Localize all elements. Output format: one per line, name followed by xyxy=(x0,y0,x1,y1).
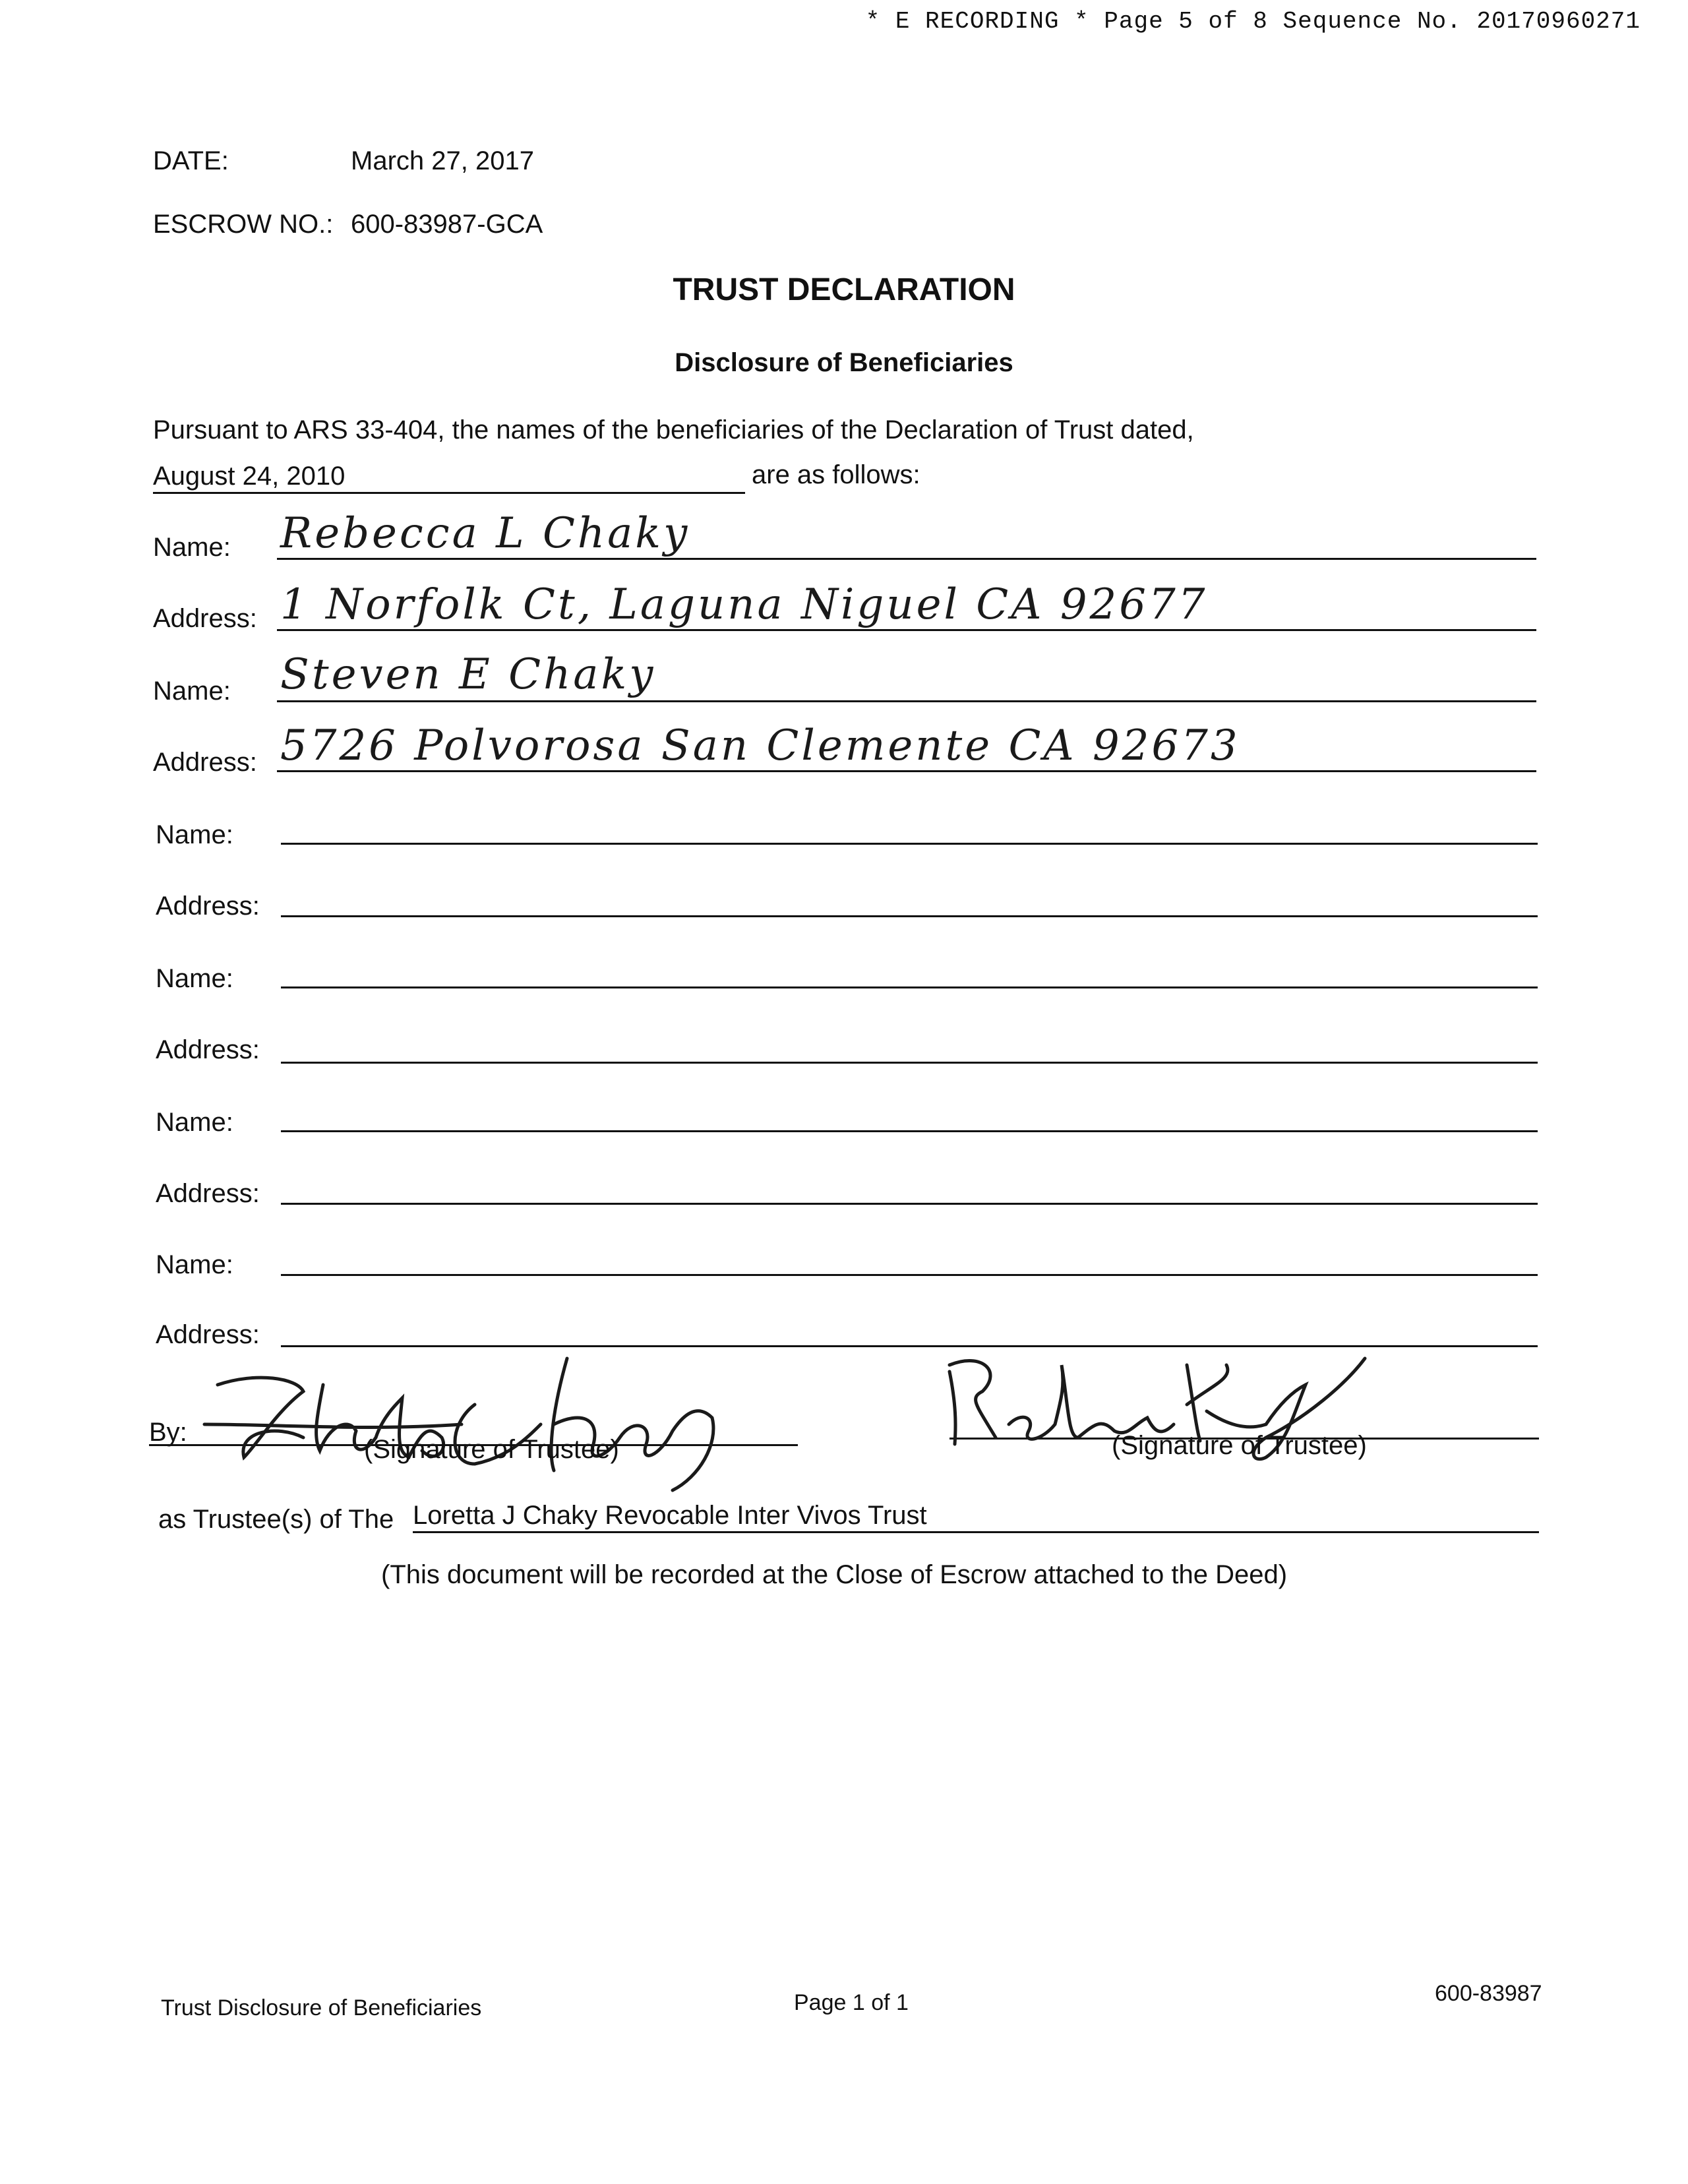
name-line xyxy=(281,1274,1538,1276)
name-label: Name: xyxy=(156,964,233,993)
name-line xyxy=(281,843,1538,845)
trustee-label: as Trustee(s) of The xyxy=(158,1505,394,1534)
footer-page-number: Page 1 of 1 xyxy=(794,1990,909,2015)
trust-name-line xyxy=(413,1531,1539,1533)
page-subtitle: Disclosure of Beneficiaries xyxy=(675,348,1013,377)
beneficiary-name: Rebecca L Chaky xyxy=(280,509,690,558)
name-label: Name: xyxy=(153,677,231,706)
address-label: Address: xyxy=(156,1035,260,1064)
trust-date: August 24, 2010 xyxy=(153,462,346,491)
address-line xyxy=(281,1203,1538,1205)
name-line xyxy=(277,558,1536,560)
name-line xyxy=(281,986,1538,988)
address-line xyxy=(281,915,1538,917)
by-label: By: xyxy=(149,1418,187,1447)
trust-name: Loretta J Chaky Revocable Inter Vivos Trust xyxy=(413,1501,927,1530)
signature-caption-left: (Signature of Trustee) xyxy=(364,1435,619,1464)
beneficiary-address: 5726 Polvorosa San Clemente CA 92673 xyxy=(280,721,1240,770)
name-label: Name: xyxy=(156,820,233,849)
address-label: Address: xyxy=(153,604,257,633)
address-label: Address: xyxy=(153,748,257,777)
recording-note: (This document will be recorded at the Close of Escrow attached to the Deed) xyxy=(381,1560,1288,1589)
beneficiary-address: 1 Norfolk Ct, Laguna Niguel CA 92677 xyxy=(280,580,1208,629)
signature-loretta-image xyxy=(198,1325,824,1497)
name-line xyxy=(281,1130,1538,1132)
address-label: Address: xyxy=(156,1320,260,1349)
recording-header: * E RECORDING * Page 5 of 8 Sequence No. 20170960271 xyxy=(865,8,1641,35)
signature-caption-right: (Signature of Trustee) xyxy=(1112,1431,1367,1460)
name-label: Name: xyxy=(153,533,231,562)
beneficiary-name: Steven E Chaky xyxy=(280,650,656,699)
escrow-label: ESCROW NO.: xyxy=(153,210,334,239)
date-value: March 27, 2017 xyxy=(351,146,534,175)
intro-suffix: are as follows: xyxy=(752,460,920,489)
trust-date-underline xyxy=(153,492,745,494)
address-line xyxy=(277,629,1536,631)
page-title: TRUST DECLARATION xyxy=(673,272,1015,307)
name-line xyxy=(277,700,1536,702)
intro-text: Pursuant to ARS 33-404, the names of the beneficiaries of the Declaration of Trust dated, xyxy=(153,415,1194,444)
address-line xyxy=(277,770,1536,772)
footer-right: 600-83987 xyxy=(1435,1981,1542,2006)
escrow-value: 600-83987-GCA xyxy=(351,210,543,239)
name-label: Name: xyxy=(156,1108,233,1137)
address-line xyxy=(281,1062,1538,1064)
footer-left: Trust Disclosure of Beneficiaries xyxy=(161,1995,482,2020)
date-label: DATE: xyxy=(153,146,229,175)
name-label: Name: xyxy=(156,1250,233,1279)
address-label: Address: xyxy=(156,892,260,921)
address-label: Address: xyxy=(156,1179,260,1208)
